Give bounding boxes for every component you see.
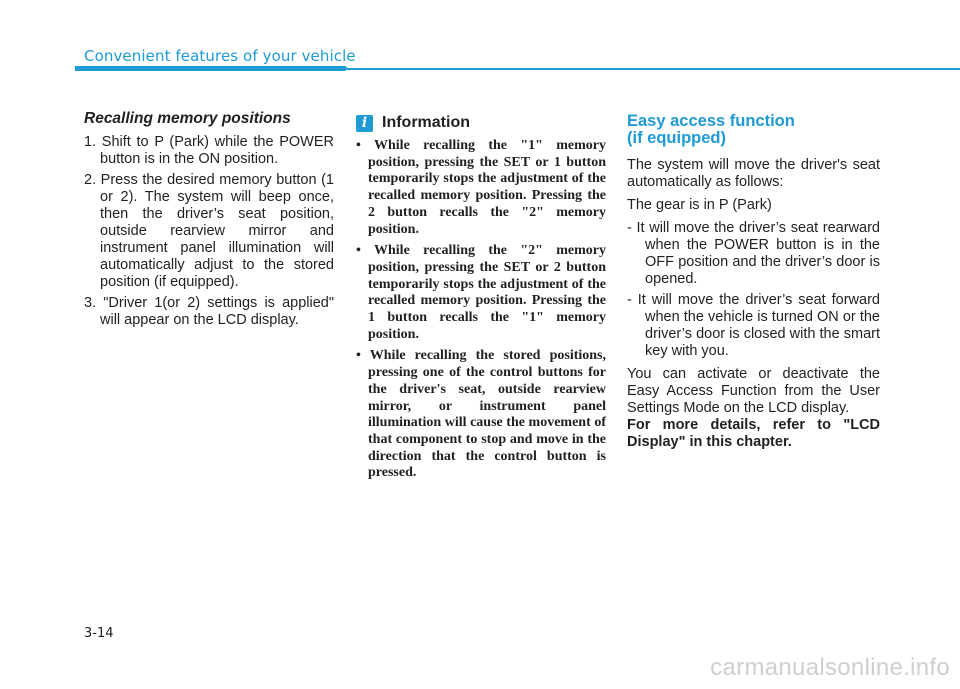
recalling-heading: Recalling memory positions	[84, 110, 291, 127]
list-item: 2. Press the desired memory button (1 or 2). The system will beep once, then the driver’s seat position, outside rearview mirror and instrument panel illumination will automatically adjust to the stored position (if equipped).	[84, 172, 334, 290]
info-icon: i	[356, 115, 373, 132]
easy-access-gear: The gear is in P (Park)	[627, 197, 772, 213]
chapter-title: Convenient features of your vehicle	[84, 47, 356, 65]
list-item: • While recalling the "2" memory position, pressing the SET or 2 button temporarily stops the adjustment of the recalled memory position. Pressing the 1 button recalls the "1" memory position.	[356, 243, 606, 342]
list-item: • While recalling the "1" memory position, pressing the SET or 1 button temporarily stops the adjustment of the recalled memory position. Pressing the 2 button recalls the "2" memory position.	[356, 138, 606, 237]
watermark: carmanualsonline.info	[710, 654, 950, 681]
column-recalling	[84, 110, 334, 333]
information-bullets	[356, 138, 606, 482]
header-accent-bar	[75, 66, 347, 71]
column-information	[356, 110, 606, 487]
page-header	[0, 0, 960, 80]
information-title: Information	[382, 114, 470, 131]
column-easy-access	[627, 110, 880, 457]
easy-access-heading: Easy access function (if equipped)	[627, 112, 795, 147]
easy-access-activate: You can activate or deactivate the Easy Access Function from the User Settings Mode on the LCD display.	[627, 366, 880, 416]
list-item: - It will move the driver’s seat rearward when the POWER button is in the OFF position and the driver’s door is opened.	[627, 220, 880, 287]
list-item: - It will move the driver’s seat forward when the vehicle is turned ON or the driver’s door is closed with the smart key with you.	[627, 292, 880, 359]
list-item: • While recalling the stored positions, pressing one of the control buttons for the driver's seat, outside rearview mirror, or instrument panel illumination will cause the movement of that component to stop and move in the direction that the control button is pressed.	[356, 348, 606, 481]
recalling-steps	[84, 134, 334, 329]
list-item: 1. Shift to P (Park) while the POWER button is in the ON position.	[84, 134, 334, 167]
easy-access-more: For more details, refer to "LCD Display" in this chapter.	[627, 417, 880, 450]
header-rule	[347, 68, 960, 70]
page-number: 3-14	[84, 626, 114, 641]
easy-access-items	[627, 220, 880, 360]
list-item: 3. "Driver 1(or 2) settings is applied" will appear on the LCD display.	[84, 295, 334, 328]
easy-access-intro: The system will move the driver's seat automatically as follows:	[627, 157, 880, 190]
information-header	[356, 114, 606, 132]
